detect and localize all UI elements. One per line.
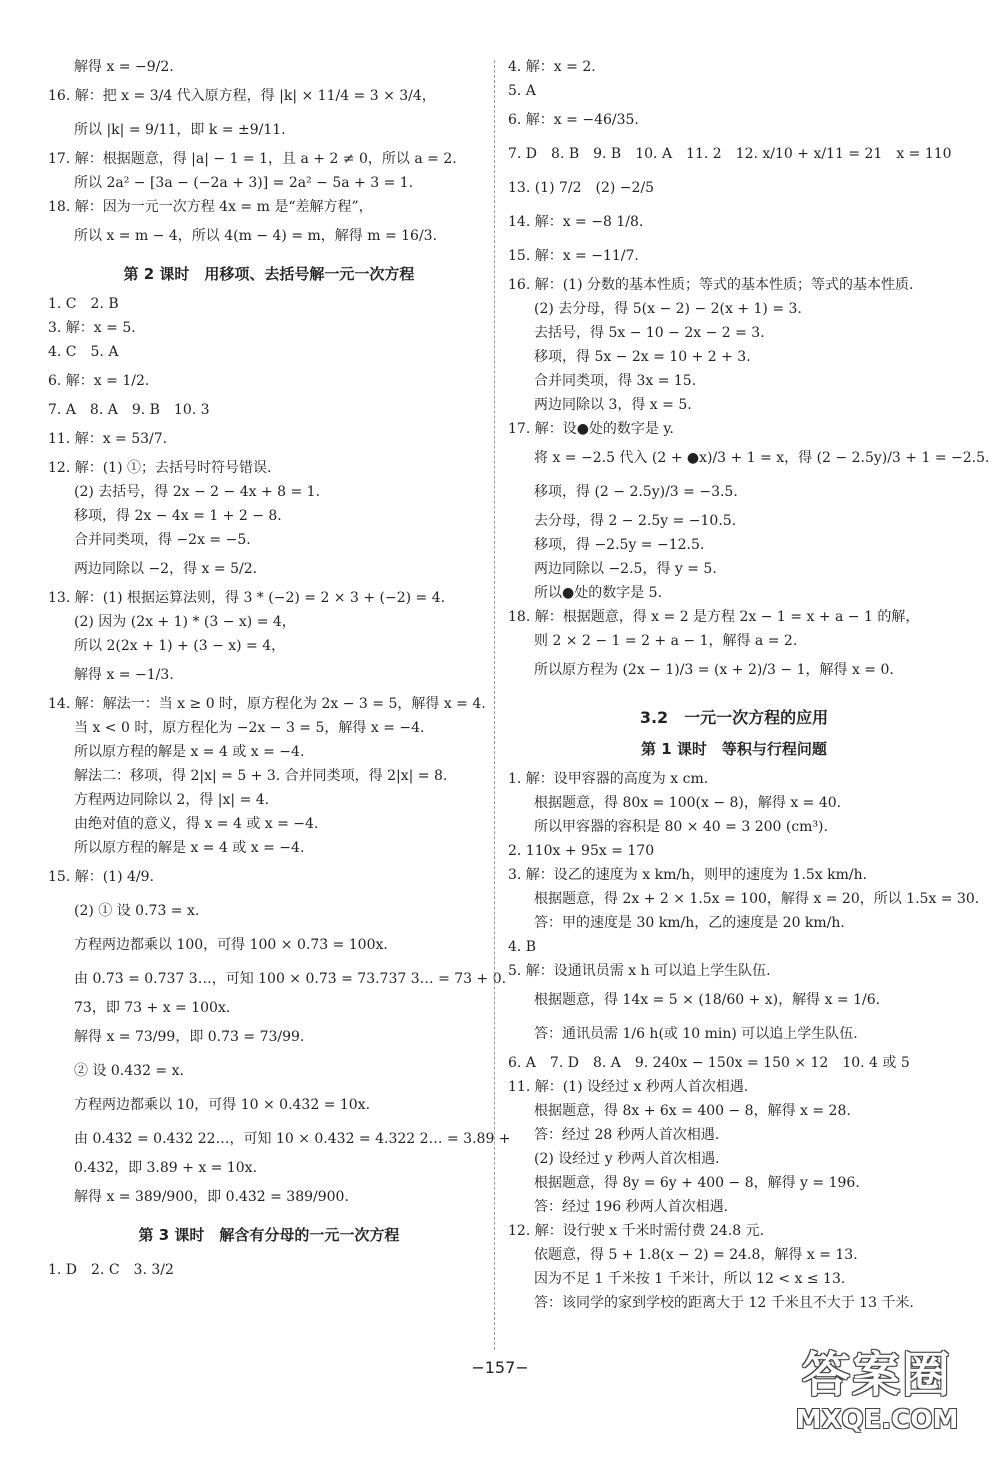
answer-line: 答：甲的速度是 30 km/h，乙的速度是 20 km/h.: [534, 915, 845, 931]
answer-line: 去括号，得 5x − 10 − 2x − 2 = 3.: [534, 325, 765, 341]
answer-line: 14. 解：x = −8 1/8.: [508, 214, 644, 230]
answer-line: 方程两边都乘以 100，可得 100 × 0.7̇3̇ = 100x.: [74, 937, 388, 953]
lesson-heading: 第 3 课时 解含有分母的一元一次方程: [138, 1226, 400, 1244]
answer-line: 方程两边都乘以 10，可得 10 × 0.43̇2̇ = 10x.: [74, 1097, 371, 1113]
answer-line: 所以原方程的解是 x = 4 或 x = −4.: [74, 744, 305, 760]
answer-line: 14. 解：解法一：当 x ≥ 0 时，原方程化为 2x − 3 = 5，解得 x = 4.: [48, 696, 486, 712]
answer-line: 所以●处的数字是 5.: [534, 585, 663, 601]
answer-line: 移项，得 (2 − 2.5y)/3 = −3.5.: [534, 484, 738, 500]
answer-line: 则 2 × 2 − 1 = 2 + a − 1，解得 a = 2.: [534, 633, 798, 649]
answer-line: 18. 解：因为一元一次方程 4x = m 是“差解方程”，: [48, 199, 373, 215]
answer-line: 所以原方程的解是 x = 4 或 x = −4.: [74, 840, 305, 856]
answer-line: 答：经过 196 秒两人首次相遇.: [534, 1199, 729, 1215]
lesson-heading: 第 1 课时 等积与行程问题: [641, 740, 827, 758]
answer-line: 1. C 2. B: [48, 296, 119, 312]
answer-line: 所以 2(2x + 1) + (3 − x) = 4，: [74, 638, 286, 654]
answer-line: 16. 解：(1) 分数的基本性质；等式的基本性质；等式的基本性质.: [508, 277, 914, 293]
answer-line: 解法二：移项，得 2|x| = 5 + 3. 合并同类项，得 2|x| = 8.: [74, 768, 448, 784]
answer-line: 根据题意，得 80x = 100(x − 8)，解得 x = 40.: [534, 795, 842, 811]
answer-line: 根据题意，得 14x = 5 × (18/60 + x)，解得 x = 1/6.: [534, 992, 881, 1008]
answer-line: 去分母，得 2 − 2.5y = −10.5.: [534, 513, 737, 529]
answer-line: 3. 解：设乙的速度为 x km/h，则甲的速度为 1.5x km/h.: [508, 867, 868, 883]
answer-line: 根据题意，得 2x + 2 × 1.5x = 100，解得 x = 20，所以 1.5x = 30.: [534, 891, 980, 907]
answer-line: 所以 |k| = 9/11，即 k = ±9/11.: [74, 122, 286, 138]
watermark-logo-text: 答案圈: [801, 1347, 952, 1403]
answer-line: ② 设 0.43̇2̇ = x.: [74, 1063, 184, 1079]
answer-line: 由绝对值的意义，得 x = 4 或 x = −4.: [74, 816, 319, 832]
right-column: [508, 55, 990, 1315]
answer-line: 4. B: [508, 939, 537, 955]
answer-line: 18. 解：根据题意，得 x = 2 是方程 2x − 1 = x + a − 1 的解，: [508, 609, 920, 625]
answer-line: 根据题意，得 8y = 6y + 400 − 8，解得 y = 196.: [534, 1175, 860, 1191]
answer-line: 1. 解：设甲容器的高度为 x cm.: [508, 771, 709, 787]
lesson-heading: 第 2 课时 用移项、去括号解一元一次方程: [123, 265, 415, 283]
answer-line: 7. D 8. B 9. B 10. A 11. 2 12. x/10 + x/11 = 21 x = 110: [508, 146, 952, 162]
answer-line: 两边同除以 −2.5，得 y = 5.: [534, 561, 717, 577]
left-column: [48, 55, 511, 1287]
answer-line: 答：通讯员需 1/6 h(或 10 min) 可以追上学生队伍.: [534, 1026, 858, 1042]
answer-line: 答：该同学的家到学校的距离大于 12 千米且不大于 13 千米.: [534, 1295, 914, 1311]
answer-line: 15. 解：x = −11/7.: [508, 248, 639, 264]
answer-line: 因为不足 1 千米按 1 千米计，所以 12 < x ≤ 13.: [534, 1271, 846, 1287]
answer-line: 5. A: [508, 83, 536, 99]
watermark-logo: [782, 1336, 972, 1446]
answer-line: 3. 解：x = 5.: [48, 320, 136, 336]
answer-line: 2. 110x + 95x = 170: [508, 843, 655, 859]
answer-line: 方程两边同除以 2，得 |x| = 4.: [74, 792, 270, 808]
answer-line: 17. 解：设●处的数字是 y.: [508, 421, 674, 437]
answer-line: 所以原方程为 (2x − 1)/3 = (x + 2)/3 − 1，解得 x = 0.: [534, 662, 894, 678]
column-divider: [494, 60, 495, 1350]
answer-line: 7̇3̇，即 73 + x = 100x.: [74, 1000, 231, 1016]
answer-line: 4. 解：x = 2.: [508, 59, 596, 75]
answer-line: 1. D 2. C 3. 3/2: [48, 1262, 174, 1278]
answer-line: 6. A 7. D 8. A 9. 240x − 150x = 150 × 12 10. 4 或 5: [508, 1055, 910, 1071]
answer-line: (2) 去括号，得 2x − 2 − 4x + 8 = 1.: [74, 484, 321, 500]
answer-line: 所以 x = m − 4，所以 4(m − 4) = m，解得 m = 16/3.: [74, 228, 438, 244]
answer-line: 12. 解：(1) ①；去括号时符号错误.: [48, 460, 272, 476]
answer-line: 11. 解：x = 53/7.: [48, 431, 168, 447]
answer-line: 13. (1) 7/2 (2) −2/5: [508, 180, 655, 196]
answer-line: 移项，得 2x − 4x = 1 + 2 − 8.: [74, 508, 282, 524]
answer-line: 当 x < 0 时，原方程化为 −2x − 3 = 5，解得 x = −4.: [74, 720, 425, 736]
answer-line: 6. 解：x = −46/35.: [508, 112, 639, 128]
answer-line: 移项，得 5x − 2x = 10 + 2 + 3.: [534, 349, 751, 365]
answer-line: 解得 x = 389/900，即 0.43̇2̇ = 389/900.: [74, 1189, 349, 1205]
answer-line: 两边同除以 3，得 x = 5.: [534, 397, 692, 413]
answer-line: 所以 2a² − [3a − (−2a + 3)] = 2a² − 5a + 3 = 1.: [74, 175, 414, 191]
answer-line: 6. 解：x = 1/2.: [48, 373, 150, 389]
answer-line: (2) ① 设 0.7̇3̇ = x.: [74, 903, 200, 919]
answer-line: 由 0.43̇2̇ = 0.432 22…，可知 10 × 0.43̇2̇ = 4.322 2… = 3.89 +: [74, 1131, 511, 1147]
answer-line: (2) 设经过 y 秒两人首次相遇.: [534, 1151, 720, 1167]
answer-line: 将 x = −2.5 代入 (2 + ●x)/3 + 1 = x，得 (2 − 2.5y)/3 + 1 = −2.5.: [534, 450, 990, 466]
answer-line: 依题意，得 5 + 1.8(x − 2) = 24.8，解得 x = 13.: [534, 1247, 858, 1263]
answer-line: 解得 x = 73/99，即 0.7̇3̇ = 73/99.: [74, 1029, 305, 1045]
answer-line: 根据题意，得 8x + 6x = 400 − 8，解得 x = 28.: [534, 1103, 851, 1119]
answer-line: 合并同类项，得 −2x = −5.: [74, 532, 251, 548]
answer-line: 15. 解：(1) 4/9.: [48, 869, 154, 885]
answer-line: (2) 因为 (2x + 1) * (3 − x) = 4，: [74, 614, 296, 630]
answer-line: 解得 x = −9/2.: [74, 59, 174, 75]
answer-line: 合并同类项，得 3x = 15.: [534, 373, 697, 389]
answer-line: (2) 去分母，得 5(x − 2) − 2(x + 1) = 3.: [534, 301, 802, 317]
answer-line: 4. C 5. A: [48, 344, 119, 360]
answer-line: 答：经过 28 秒两人首次相遇.: [534, 1127, 720, 1143]
answer-line: 两边同除以 −2，得 x = 5/2.: [74, 561, 258, 577]
watermark-url: MXQE.COM: [795, 1405, 959, 1435]
section-heading: 3.2 一元一次方程的应用: [639, 708, 829, 727]
answer-line: 16. 解：把 x = 3/4 代入原方程，得 |k| × 11/4 = 3 × 3/4，: [48, 88, 436, 104]
answer-line: 7. A 8. A 9. B 10. 3: [48, 402, 210, 418]
answer-line: 解得 x = −1/3.: [74, 667, 174, 683]
answer-line: 17. 解：根据题意，得 |a| − 1 = 1，且 a + 2 ≠ 0，所以 a = 2.: [48, 151, 457, 167]
page-number: −157−: [471, 1358, 529, 1377]
answer-line: 5. 解：设通讯员需 x h 可以追上学生队伍.: [508, 963, 771, 979]
answer-line: 12. 解：设行驶 x 千米时需付费 24.8 元.: [508, 1223, 765, 1239]
answer-line: 由 0.7̇3̇ = 0.737 3…，可知 100 × 0.7̇3̇ = 73.737 3… = 73 + 0.: [74, 971, 507, 987]
answer-line: 0.43̇2̇，即 3.89 + x = 10x.: [74, 1160, 258, 1176]
answer-line: 移项，得 −2.5y = −12.5.: [534, 537, 705, 553]
answer-line: 13. 解：(1) 根据运算法则，得 3 * (−2) = 2 × 3 + (−2) = 4.: [48, 590, 446, 606]
answer-line: 11. 解：(1) 设经过 x 秒两人首次相遇.: [508, 1079, 749, 1095]
answer-line: 所以甲容器的容积是 80 × 40 = 3 200 (cm³).: [534, 819, 828, 835]
